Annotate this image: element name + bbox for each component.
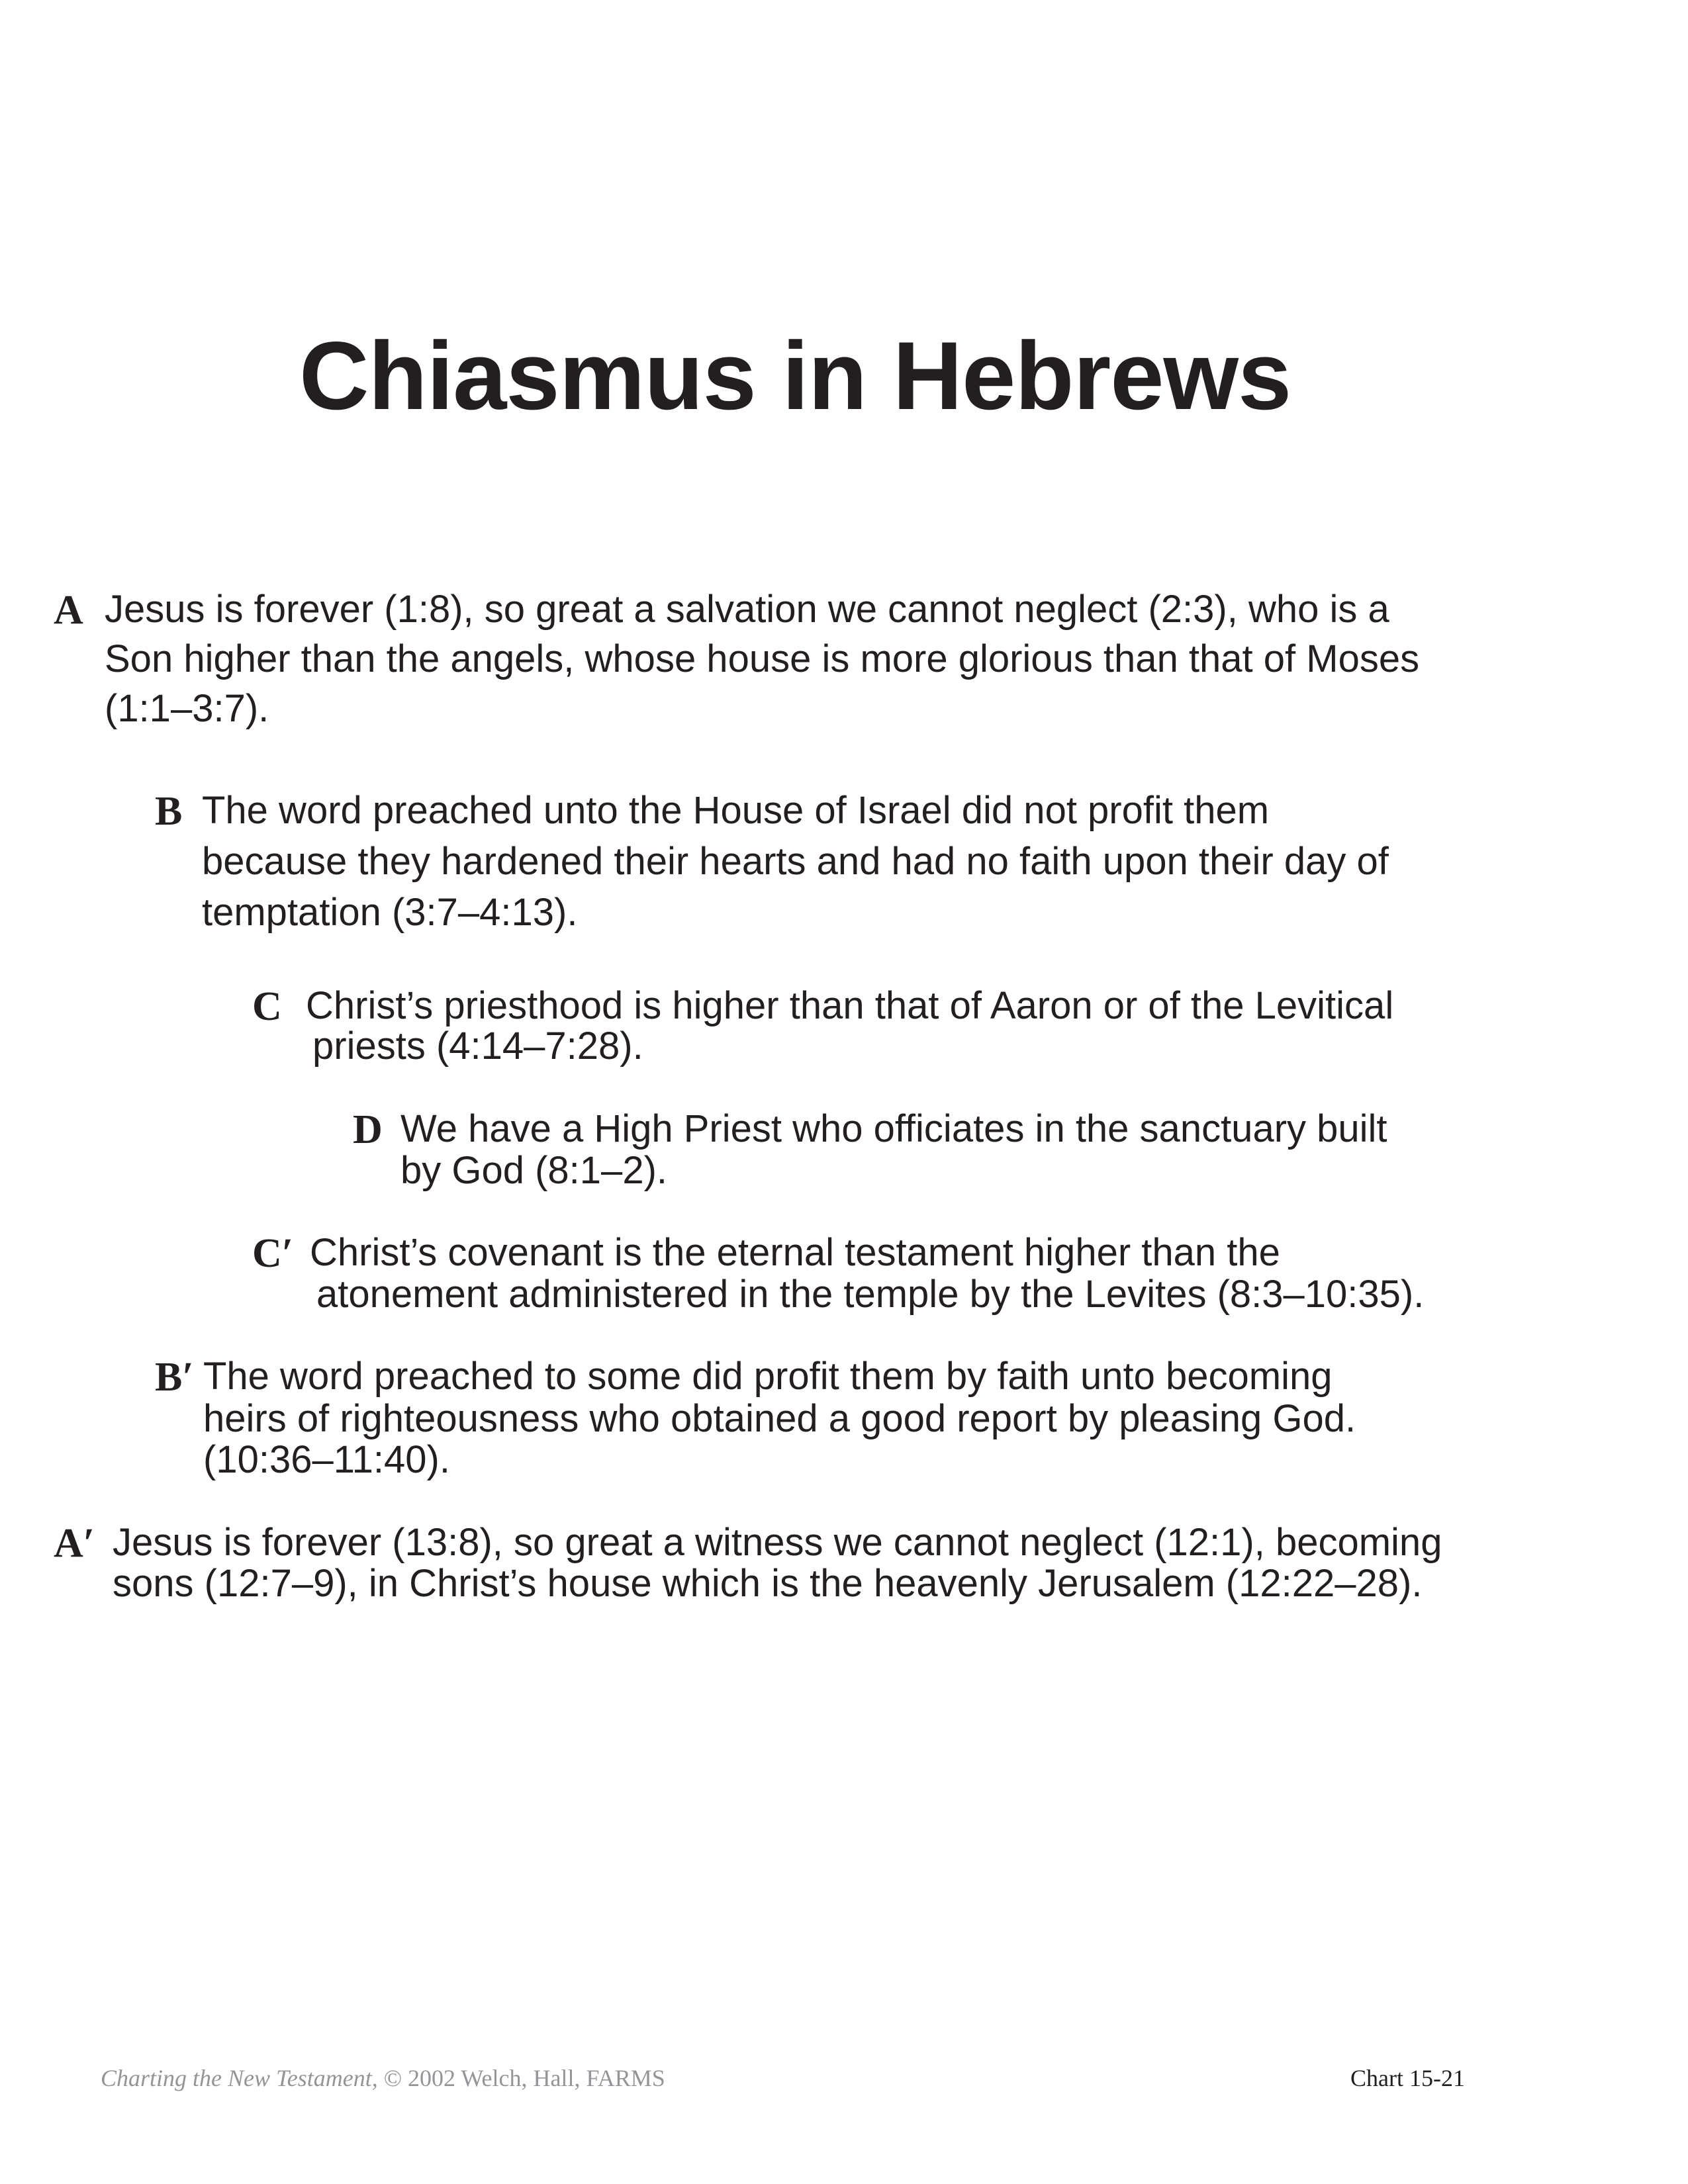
item-line: because they hardened their hearts and had no faith upon their day of bbox=[202, 840, 1389, 883]
item-label: A′ bbox=[54, 1521, 95, 1566]
item-line: Son higher than the angels, whose house is more glorious than that of Moses bbox=[105, 637, 1420, 680]
item-line: heirs of righteousness who obtained a good report by pleasing God. bbox=[203, 1397, 1356, 1440]
item-line: The word preached unto the House of Israel did not profit them bbox=[202, 789, 1270, 832]
item-line: (1:1–3:7). bbox=[105, 687, 269, 730]
item-label: B′ bbox=[155, 1355, 194, 1400]
item-label: A bbox=[54, 588, 83, 633]
item-line: by God (8:1–2). bbox=[400, 1149, 667, 1192]
item-line: We have a High Priest who officiates in the sanctuary built bbox=[400, 1107, 1387, 1150]
item-line: The word preached to some did profit them by faith unto becoming bbox=[203, 1355, 1333, 1398]
item-line: (10:36–11:40). bbox=[203, 1438, 450, 1481]
item-label: C′ bbox=[252, 1231, 294, 1276]
item-line: Christ’s priesthood is higher than that of Aaron or of the Levitical bbox=[306, 984, 1394, 1027]
footer-credit bbox=[101, 2064, 665, 2093]
item-label: C bbox=[252, 984, 282, 1029]
item-line: priests (4:14–7:28). bbox=[312, 1024, 643, 1068]
item-line: sons (12:7–9), in Christ’s house which is the heavenly Jerusalem (12:22–28). bbox=[113, 1562, 1423, 1605]
item-line: temptation (3:7–4:13). bbox=[202, 891, 578, 934]
item-line: Christ’s covenant is the eternal testament higher than the bbox=[310, 1231, 1280, 1274]
item-label: B bbox=[155, 789, 183, 834]
item-line: atonement administered in the temple by the Levites (8:3–10:35). bbox=[316, 1273, 1425, 1316]
footer-chart-number: Chart 15-21 bbox=[1350, 2065, 1465, 2091]
footer-copyright: © 2002 Welch, Hall, FARMS bbox=[377, 2065, 665, 2091]
item-line: Jesus is forever (1:8), so great a salvation we cannot neglect (2:3), who is a bbox=[105, 588, 1389, 631]
item-line: Jesus is forever (13:8), so great a witness we cannot neglect (12:1), becoming bbox=[113, 1521, 1442, 1564]
page-title: Chiasmus in Hebrews bbox=[299, 322, 1291, 430]
item-label: D bbox=[353, 1107, 383, 1152]
footer-book-title: Charting the New Testament, bbox=[101, 2065, 378, 2091]
